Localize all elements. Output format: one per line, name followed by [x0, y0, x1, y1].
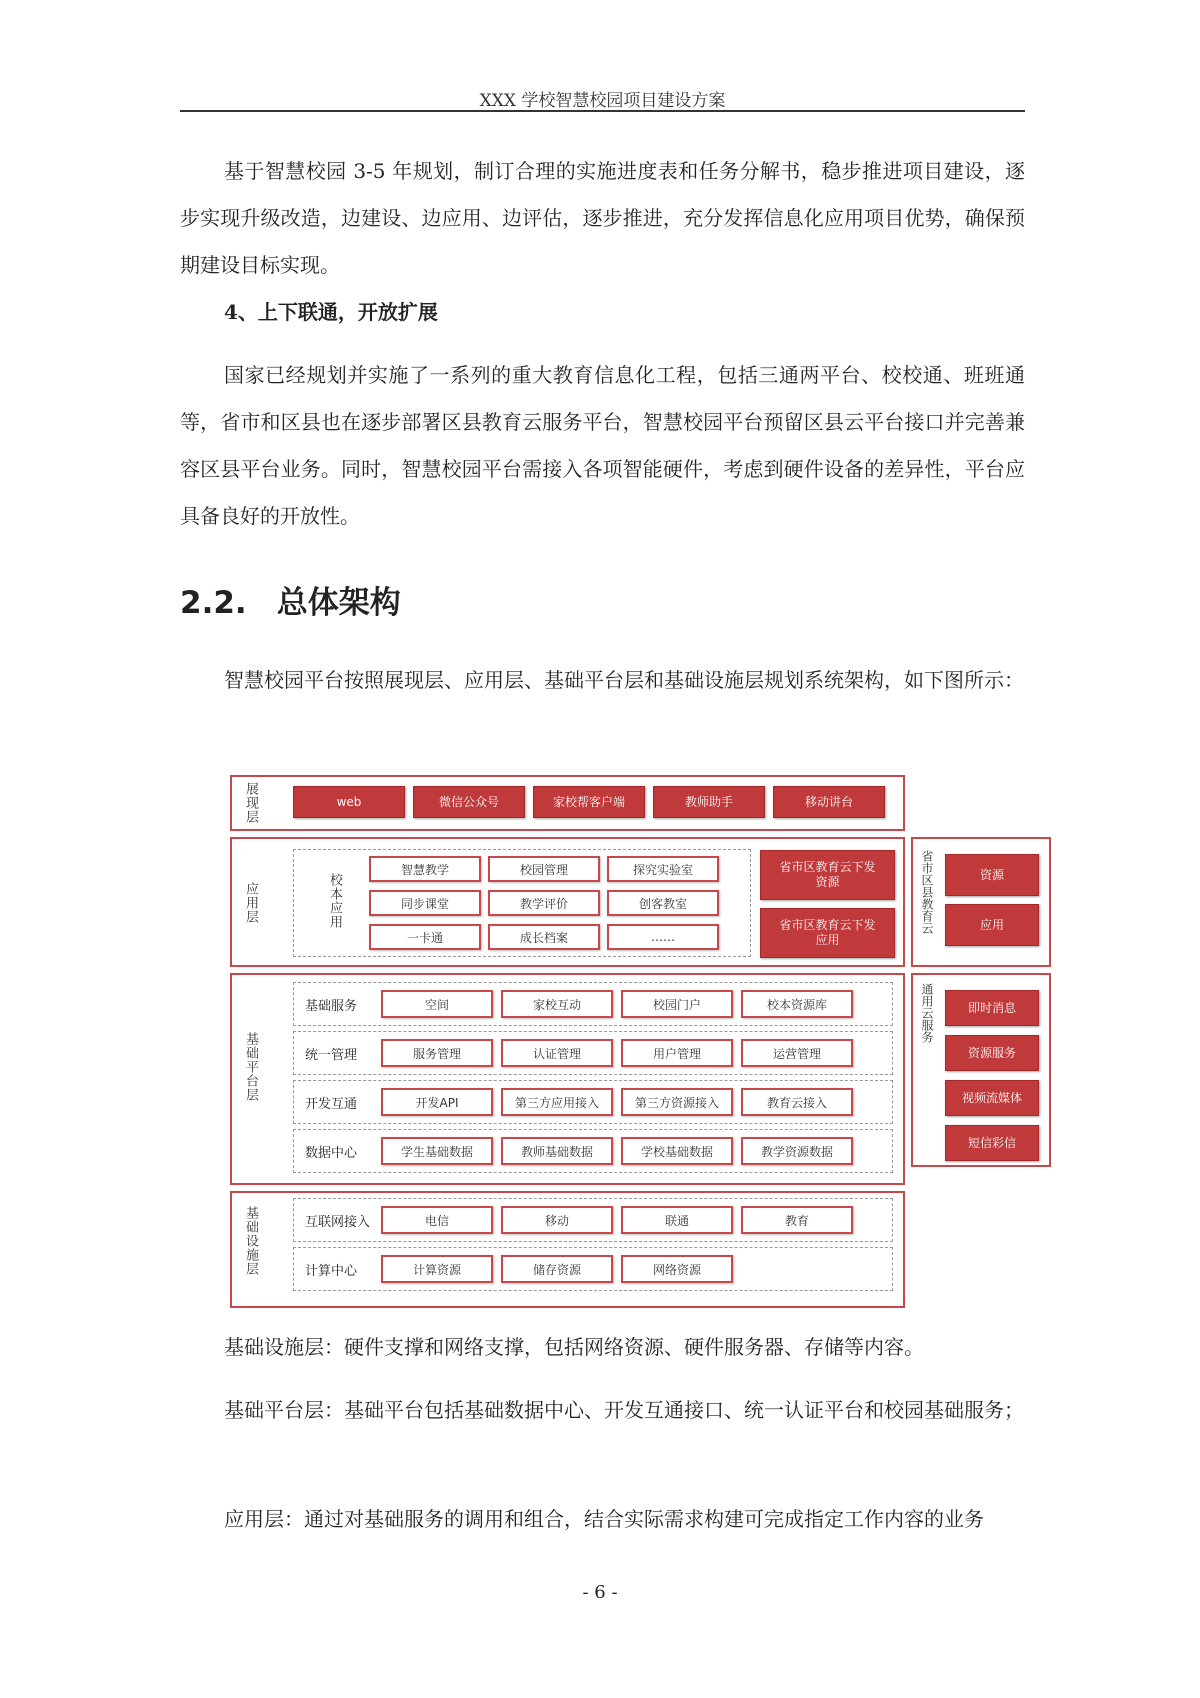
- base-item: 运营管理: [741, 1039, 853, 1067]
- present-item-teacher: 教师助手: [653, 786, 765, 818]
- base-item: 第三方应用接入: [501, 1088, 613, 1116]
- infrastructure-layer-label: 基础设施层: [243, 1206, 258, 1276]
- base-platform-layer-label: 基础平台层: [243, 1032, 258, 1102]
- app-item: 教学评价: [488, 890, 600, 916]
- service-item: 资源服务: [945, 1035, 1039, 1071]
- service-item: 短信彩信: [945, 1125, 1039, 1161]
- paragraph-base: 基础平台层：基础平台包括基础数据中心、开发互通接口、统一认证平台和校园基础服务；: [224, 1398, 1024, 1422]
- application-layer-label: 应用层: [243, 882, 258, 924]
- paragraph-arch-intro: 智慧校园平台按照展现层、应用层、基础平台层和基础设施层规划系统架构，如下图所示：: [224, 668, 1024, 692]
- cloud-app-box: 省市区教育云下发应用: [760, 908, 895, 958]
- base-item: 教育云接入: [741, 1088, 853, 1116]
- infra-item: 移动: [501, 1206, 613, 1234]
- base-row-label: 数据中心: [305, 1145, 358, 1161]
- edu-cloud-app: 应用: [945, 904, 1039, 946]
- edu-cloud-resource: 资源: [945, 854, 1039, 896]
- presentation-layer-label: 展现层: [243, 782, 258, 824]
- infra-item: 联通: [621, 1206, 733, 1234]
- service-item: 即时消息: [945, 990, 1039, 1026]
- base-item: 学生基础数据: [381, 1137, 493, 1165]
- service-item: 视频流媒体: [945, 1080, 1039, 1116]
- cloud-resource-box: 省市区教育云下发资源: [760, 850, 895, 900]
- app-item: 同步课堂: [369, 890, 481, 916]
- present-item-client: 家校帮客户端: [533, 786, 645, 818]
- app-item: 探究实验室: [607, 856, 719, 882]
- paragraph-infra: 基础设施层：硬件支撑和网络支撑，包括网络资源、硬件服务器、存储等内容。: [224, 1335, 924, 1359]
- section-number: 2.2.: [180, 585, 247, 621]
- app-item: 创客教室: [607, 890, 719, 916]
- school-app-label: 校本应用: [327, 873, 342, 929]
- present-item-wechat: 微信公众号: [413, 786, 525, 818]
- section-title: 总体架构: [276, 585, 401, 621]
- infra-row-label: 互联网接入: [305, 1214, 371, 1230]
- app-item: 校园管理: [488, 856, 600, 882]
- infra-row-label: 计算中心: [305, 1263, 358, 1279]
- app-item: 智慧教学: [369, 856, 481, 882]
- architecture-diagram: [225, 770, 1052, 1290]
- edu-cloud-label: 省市区县教育云: [920, 850, 934, 934]
- subheading: 4、上下联通，开放扩展: [224, 300, 438, 324]
- base-item: 认证管理: [501, 1039, 613, 1067]
- infra-item: 储存资源: [501, 1255, 613, 1283]
- app-item: 一卡通: [369, 924, 481, 950]
- infra-item: 计算资源: [381, 1255, 493, 1283]
- base-item: 用户管理: [621, 1039, 733, 1067]
- base-item: 家校互动: [501, 990, 613, 1018]
- base-item: 开发API: [381, 1088, 493, 1116]
- base-item: 空间: [381, 990, 493, 1018]
- present-item-web: web: [293, 786, 405, 818]
- header-rule: [180, 110, 1025, 112]
- section-heading: [180, 577, 401, 622]
- paragraph-app: 应用层：通过对基础服务的调用和组合，结合实际需求构建可完成指定工作内容的业务: [224, 1507, 984, 1531]
- infra-item: 教育: [741, 1206, 853, 1234]
- base-row-label: 开发互通: [305, 1096, 358, 1112]
- app-item: 成长档案: [488, 924, 600, 950]
- app-item: ……: [607, 924, 719, 950]
- present-item-mobile: 移动讲台: [773, 786, 885, 818]
- base-item: 校园门户: [621, 990, 733, 1018]
- paragraph-connect: 国家已经规划并实施了一系列的重大教育信息化工程，包括三通两平台、校校通、班班通等，省市和区县也在逐步部署区县教育云服务平台，智慧校园平台预留区县云平台接口并完善兼容区县平台业务。同时，智慧校园平台需接入各项智能硬件，考虑到硬件设备的差异性，平台应具备良好的开放性。: [180, 363, 1025, 528]
- page-header: XXX 学校智慧校园项目建设方案: [479, 91, 726, 111]
- base-item: 校本资源库: [741, 990, 853, 1018]
- paragraph-plan: 基于智慧校园 3-5 年规划，制订合理的实施进度表和任务分解书，稳步推进项目建设，逐步实现升级改造，边建设、边应用、边评估，逐步推进，充分发挥信息化应用项目优势，确保预期建设目标实现。: [180, 159, 1025, 277]
- base-item: 学校基础数据: [621, 1137, 733, 1165]
- base-item: 第三方资源接入: [621, 1088, 733, 1116]
- page-number: - 6 -: [582, 1582, 618, 1603]
- cloud-service-label: 通用云服务: [920, 983, 934, 1043]
- base-item: 教师基础数据: [501, 1137, 613, 1165]
- base-row-label: 基础服务: [305, 998, 358, 1014]
- infra-item: 网络资源: [621, 1255, 733, 1283]
- infra-item: 电信: [381, 1206, 493, 1234]
- base-row-label: 统一管理: [305, 1047, 358, 1063]
- base-item: 服务管理: [381, 1039, 493, 1067]
- base-item: 教学资源数据: [741, 1137, 853, 1165]
